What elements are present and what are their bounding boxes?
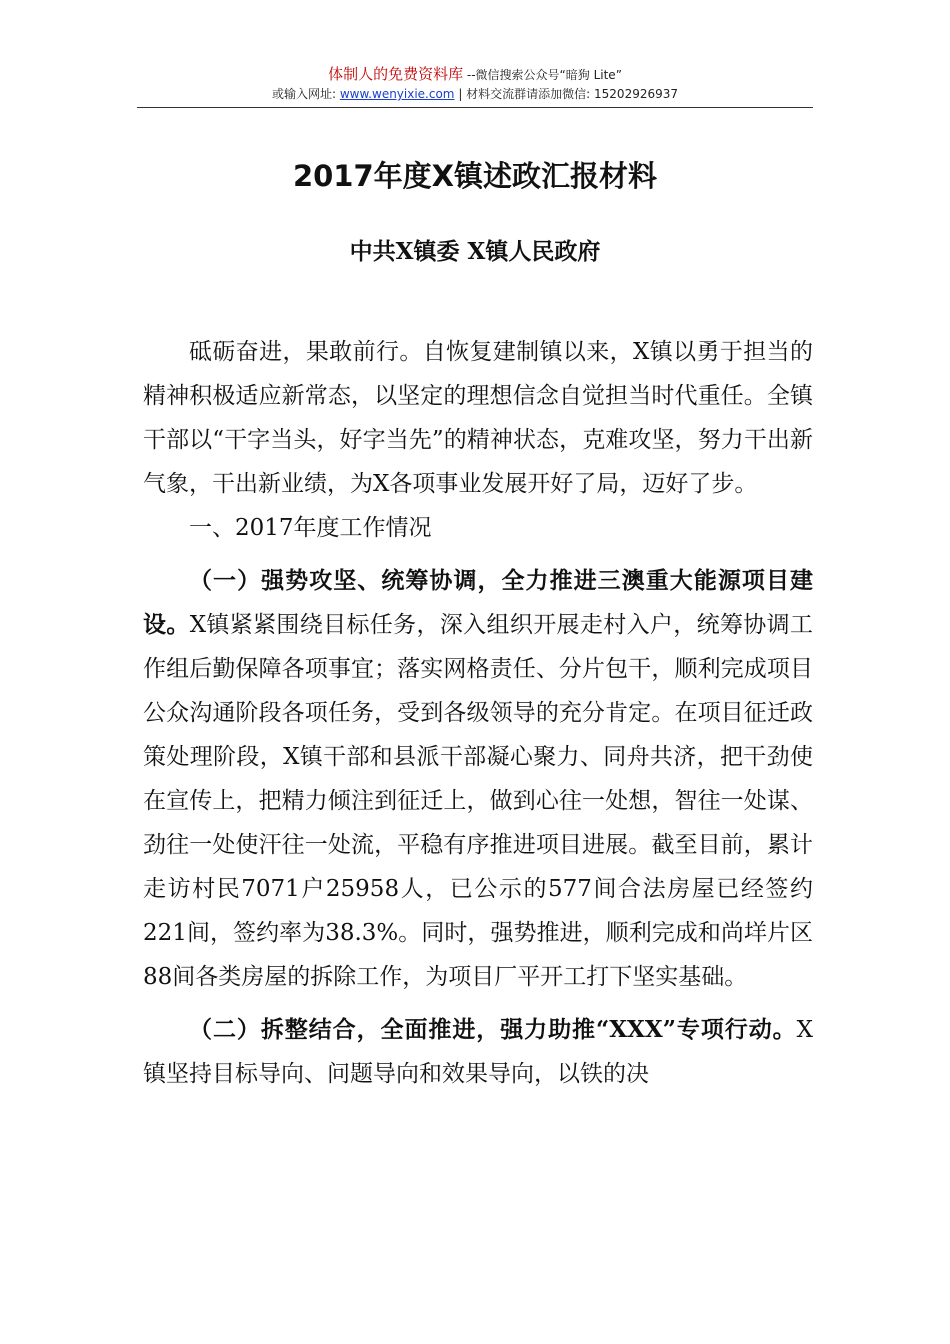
header-note: --微信搜索公众号“暗狗 Lite” <box>463 68 622 82</box>
header-contact: | 材料交流群请添加微信: 15202926937 <box>454 87 679 101</box>
item-2-body: X镇坚持目标导向、问题导向和效果导向，以铁的决 <box>143 1017 813 1087</box>
item-1-body: X镇紧紧围绕目标任务，深入组织开展走村入户，统筹协调工作组后勤保障各项事宜；落实网格责任、分片包干，顺利完成项目公众沟通阶段各项任务，受到各级领导的充分肯定。在项目征迁政策处理阶段，X镇干部和县派干部凝心聚力、同舟共济，把干劲使在宣传上，把精力倾注到征迁上，做到心往一处想，智往一处谋、劲往一处使汗往一处流，平稳有序推进项目进展。截至目前，累计走访村民7071户25958人，已公示的577间合法房屋已经签约221间，签约率为38.3%。同时，强势推进，顺利完成和尚垟片区88间各类房屋的拆除工作，为项目厂平开工打下坚实基础。 <box>143 612 813 990</box>
header-divider <box>137 107 813 108</box>
header-line-2 <box>137 85 813 103</box>
intro-paragraph: 砥砺奋进，果敢前行。自恢复建制镇以来，X镇以勇于担当的精神积极适应新常态，以坚定的理想信念自觉担当时代重任。全镇干部以“干字当头，好字当先”的精神状态，克难攻坚，努力干出新气象，干出新业绩，为X各项事业发展开好了局，迈好了步。 <box>143 339 813 497</box>
header-url-prefix: 或输入网址: <box>271 87 340 101</box>
header-line-1 <box>137 64 813 85</box>
document-title: 2017年度X镇述政汇报材料 <box>292 159 658 193</box>
section-heading: 一、2017年度工作情况 <box>189 515 432 541</box>
item-2-paragraph <box>143 1008 813 1096</box>
page-header <box>137 64 813 103</box>
document-body <box>143 330 813 1096</box>
item-1-heading: （一）强势攻坚、统筹协调，全力推进三澳重大能源项目建设。 <box>143 567 813 638</box>
header-brand: 体制人的免费资料库 <box>328 65 464 83</box>
item-2-heading: （二）拆整结合，全面推进，强力助推“XXX”专项行动。 <box>189 1016 797 1043</box>
item-1-paragraph <box>143 559 813 999</box>
website-link[interactable]: www.wenyixie.com <box>339 87 455 101</box>
document-subtitle: 中共X镇委 X镇人民政府 <box>349 238 601 265</box>
